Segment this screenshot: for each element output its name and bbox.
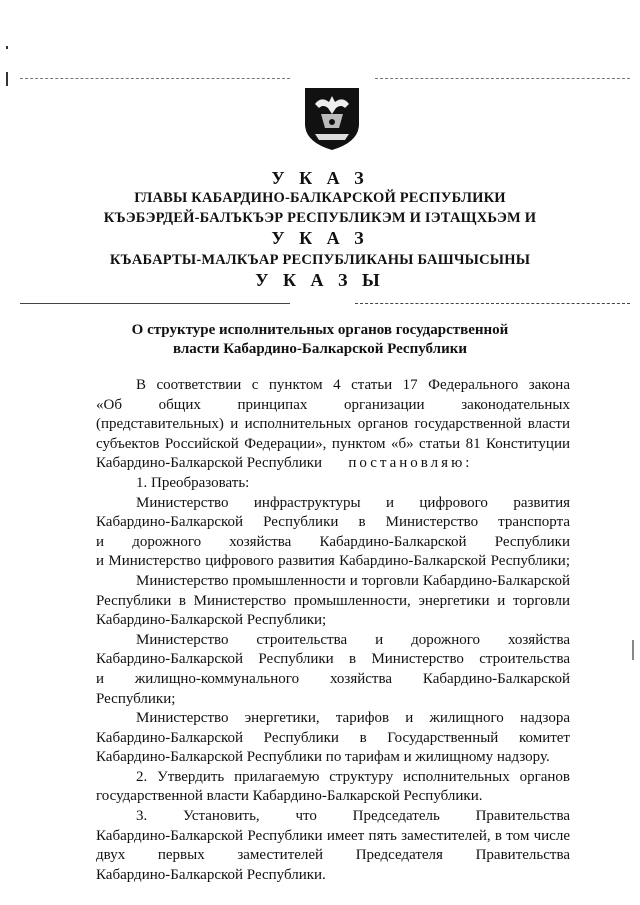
org-name-balkar: КЪАБАРТЫ-МАЛКЪАР РЕСПУБЛИКАНЫ БАШЧЫСЫНЫ bbox=[109, 252, 531, 268]
body-line: 2. Утвердить прилагаемую структуру исполнительных органов bbox=[136, 768, 570, 785]
header-divider-left bbox=[20, 78, 290, 79]
body-line: Кабардино-Балкарской Республики по тарифам и жилищному надзору. bbox=[96, 749, 550, 766]
resolution-word: постановляю: bbox=[348, 455, 473, 472]
body-line: 1. Преобразовать: bbox=[136, 474, 250, 491]
body-line: двух первых заместителей Председателя Правительства bbox=[96, 847, 570, 864]
scan-mark bbox=[6, 72, 8, 86]
body-text: Кабардино-Балкарской Республики bbox=[96, 455, 323, 472]
title-line: О структуре исполнительных органов государственной bbox=[131, 322, 509, 338]
body-line: Министерство инфраструктуры и цифрового развития bbox=[136, 494, 570, 511]
body-line: Кабардино-Балкарской Республики в Министерство строительства bbox=[96, 651, 570, 668]
decree-heading: У К А З bbox=[271, 168, 369, 188]
body-line: 3. Установить, что Председатель Правительства bbox=[136, 808, 570, 825]
body-line: и жилищно-коммунального хозяйства Кабардино-Балкарской Республики; bbox=[96, 670, 570, 707]
body-line: государственной власти Кабардино-Балкарской Республики. bbox=[96, 788, 483, 805]
header-rule-right bbox=[355, 303, 630, 304]
header-divider-right bbox=[375, 78, 630, 79]
body-line bbox=[96, 454, 570, 474]
body-line: Кабардино-Балкарской Республики в Министерство транспорта bbox=[96, 514, 570, 531]
decree-body bbox=[96, 376, 570, 885]
body-line: Министерство строительства и дорожного хозяйства bbox=[136, 631, 570, 648]
body-line: Кабардино-Балкарской Республики; bbox=[96, 612, 327, 629]
decree-heading-balkar: У К А З Ы bbox=[255, 270, 385, 290]
body-line: (представительных) и исполнительных органов государственной власти bbox=[96, 416, 570, 433]
body-line: Министерство энергетики, тарифов и жилищного надзора bbox=[136, 710, 570, 727]
body-line: Кабардино-Балкарской Республики в Государственный комитет bbox=[96, 729, 570, 746]
body-line: В соответствии с пунктом 4 статьи 17 Федерального закона bbox=[136, 377, 570, 393]
header-rule-left bbox=[20, 303, 290, 304]
body-line: Кабардино-Балкарской Республики имеет пять заместителей, в том числе bbox=[96, 827, 570, 844]
body-line: и Министерство цифрового развития Кабардино-Балкарской Республики; bbox=[96, 553, 570, 570]
scan-mark bbox=[632, 640, 634, 660]
org-name-kabardian: КЪЭБЭРДЕЙ-БАЛЪКЪЭР РЕСПУБЛИКЭМ И ІЭТАЩХЬЭМ И bbox=[103, 210, 537, 226]
body-line: субъектов Российской Федерации», пунктом «б» статьи 81 Конституции bbox=[96, 435, 570, 452]
title-line: власти Кабардино-Балкарской Республики bbox=[172, 341, 468, 357]
body-line: «Об общих принципах организации законодательных bbox=[96, 396, 570, 413]
org-name-russian: ГЛАВЫ КАБАРДИНО-БАЛКАРСКОЙ РЕСПУБЛИКИ bbox=[134, 190, 506, 206]
scan-mark bbox=[6, 46, 8, 49]
body-line: Республики в Министерство промышленности, энергетики и торговли bbox=[96, 592, 570, 609]
decree-heading-kabardian: У К А З bbox=[271, 228, 369, 248]
decree-title bbox=[120, 321, 520, 359]
body-line: Кабардино-Балкарской Республики. bbox=[96, 866, 326, 883]
coat-of-arms-icon bbox=[301, 84, 363, 152]
body-line: Министерство промышленности и торговли Кабардино-Балкарской bbox=[136, 572, 570, 589]
body-line: и дорожного хозяйства Кабардино-Балкарской Республики bbox=[96, 533, 570, 550]
